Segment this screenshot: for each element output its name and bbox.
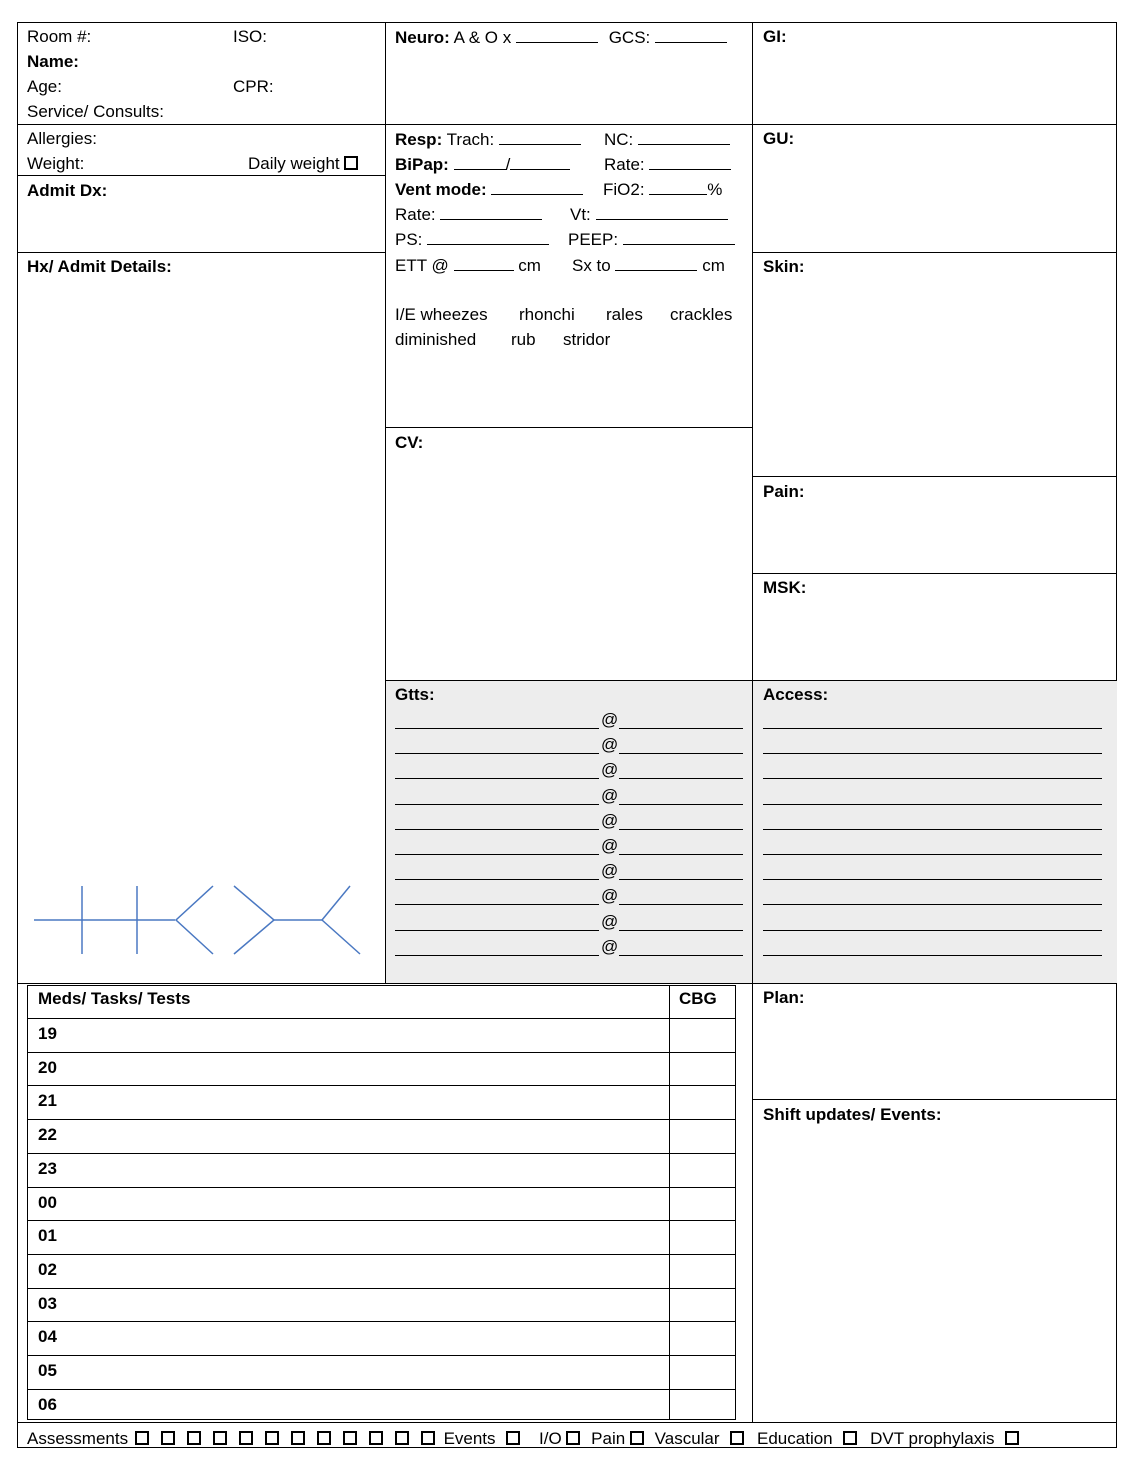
education-label: Education: [757, 1429, 833, 1448]
hour-label: 19: [38, 1024, 57, 1043]
assessment-checkbox[interactable]: [213, 1431, 227, 1445]
bipap-label: BiPap:: [395, 155, 449, 174]
access-line-field[interactable]: [763, 930, 1102, 931]
assessment-checkboxes: [133, 1429, 435, 1448]
table-row[interactable]: [27, 1355, 736, 1356]
divider: [385, 427, 752, 428]
divider: [752, 476, 1117, 477]
cv-label: CV:: [395, 433, 424, 452]
vt: [570, 205, 728, 223]
table-row[interactable]: [27, 1153, 736, 1154]
hour-label: 20: [38, 1057, 57, 1077]
col-divider-1: [385, 22, 386, 983]
fio2-percent: %: [707, 180, 723, 199]
table-row[interactable]: [27, 1389, 736, 1390]
divider: [17, 124, 385, 125]
divider: [752, 1099, 1117, 1100]
vent-rate: [395, 205, 542, 223]
assessment-checkbox[interactable]: [421, 1431, 435, 1445]
assessment-checkbox[interactable]: [317, 1431, 331, 1445]
pain-check-label: Pain: [591, 1429, 626, 1448]
hour-label: 02: [38, 1259, 57, 1279]
neuro-label: Neuro:: [395, 28, 450, 47]
gtts-at-sign: @: [601, 735, 619, 755]
weight-label: Weight:: [27, 154, 85, 173]
gtts-drug-field[interactable]: [395, 930, 599, 931]
gtts-at-sign: @: [601, 861, 619, 881]
gtts-drug-field[interactable]: [395, 804, 599, 805]
meds-header: Meds/ Tasks/ Tests: [38, 989, 191, 1008]
gtts-drug-field[interactable]: [395, 879, 599, 880]
age-label: Age:: [27, 77, 62, 96]
gtts-drug-field[interactable]: [395, 955, 599, 956]
divider: [17, 983, 1117, 984]
bipap-rate: [604, 155, 731, 173]
gtts-drug-field[interactable]: [395, 778, 599, 779]
gtts-rate-field[interactable]: [619, 829, 743, 830]
vt-field[interactable]: [596, 205, 728, 220]
peep: [568, 230, 735, 248]
io-checkbox[interactable]: [566, 1431, 580, 1445]
trach-field[interactable]: [499, 130, 581, 145]
footer-checklist: [27, 1430, 1019, 1447]
iso-label: ISO:: [233, 27, 268, 46]
hour-label: 03: [38, 1293, 57, 1313]
gtts-drug-field[interactable]: [395, 753, 599, 754]
divider: [17, 175, 385, 176]
breath-sound-rub[interactable]: rub: [511, 330, 536, 349]
io-label: I/O: [539, 1429, 562, 1448]
education-checkbox[interactable]: [843, 1431, 857, 1445]
table-row[interactable]: [27, 1187, 736, 1188]
ett: [395, 256, 541, 274]
vascular-checkbox[interactable]: [730, 1431, 744, 1445]
vent-rate-field[interactable]: [440, 205, 542, 220]
name-label: Name:: [27, 52, 79, 71]
resp-label: Resp:: [395, 130, 443, 149]
msk-label: MSK:: [763, 578, 807, 597]
cbg-header: CBG: [679, 989, 717, 1008]
daily-weight-checkbox[interactable]: [344, 156, 358, 170]
gtts-rate-field[interactable]: [619, 804, 743, 805]
lab-fishbone-diagram: [30, 880, 370, 960]
table-row[interactable]: [27, 1220, 736, 1221]
divider: [752, 252, 1117, 253]
sx: [572, 256, 725, 274]
divider: [385, 124, 752, 125]
breath-sound-stridor[interactable]: stridor: [563, 330, 611, 349]
hour-label: 05: [38, 1361, 57, 1380]
assessment-checkbox[interactable]: [343, 1431, 357, 1445]
ps-label: PS:: [395, 230, 423, 249]
table-row[interactable]: [27, 1254, 736, 1255]
gtts-shade: [385, 681, 752, 983]
nc-label: NC:: [604, 130, 634, 149]
fio2-field[interactable]: [649, 180, 707, 195]
fio2: [603, 180, 722, 198]
gtts-at-sign: @: [601, 911, 619, 931]
cpr-label: CPR:: [233, 77, 274, 96]
resp-row-1: [395, 130, 581, 148]
gtts-at-sign: @: [601, 760, 619, 780]
gtts-drug-field[interactable]: [395, 904, 599, 905]
gtts-rate-field[interactable]: [619, 778, 743, 779]
daily-weight-label: Daily weight: [248, 154, 340, 173]
gtts-rate-field[interactable]: [619, 753, 743, 754]
vent-mode-label: Vent mode:: [395, 180, 487, 199]
allergies-label: Allergies:: [27, 129, 97, 148]
resp-row-3: [395, 180, 583, 198]
hour-label: 06: [38, 1394, 57, 1414]
sx-cm: cm: [702, 256, 725, 275]
sx-label: Sx to: [572, 256, 611, 275]
plan-label: Plan:: [763, 988, 805, 1007]
bipap-slash: /: [505, 155, 511, 174]
gu-label: GU:: [763, 129, 795, 148]
dvt-checkbox[interactable]: [1005, 1431, 1019, 1445]
gtts-rate-field[interactable]: [619, 854, 743, 855]
room-label: Room #:: [27, 27, 92, 46]
peep-field[interactable]: [623, 230, 735, 245]
hx-label: Hx/ Admit Details:: [27, 257, 172, 276]
events-label: Events: [443, 1429, 496, 1448]
aox-field[interactable]: [516, 28, 598, 43]
gcs-field[interactable]: [655, 28, 727, 43]
access-line-field[interactable]: [763, 804, 1102, 805]
pain-label: Pain:: [763, 482, 805, 501]
gtts-rate-field[interactable]: [619, 904, 743, 905]
assessment-checkbox[interactable]: [161, 1431, 175, 1445]
access-line-field[interactable]: [763, 728, 1102, 729]
gtts-at-sign: @: [601, 886, 619, 906]
col-divider-2: [752, 22, 753, 1423]
access-line-field[interactable]: [763, 955, 1102, 956]
divider: [752, 124, 1117, 125]
breath-sound-ie-wheezes[interactable]: I/E wheezes: [395, 305, 488, 324]
gtts-at-sign: @: [601, 710, 619, 729]
gtts-rate-field[interactable]: [619, 930, 743, 931]
pain-checkbox[interactable]: [630, 1431, 644, 1445]
gtts-drug-field[interactable]: [395, 829, 599, 830]
divider: [752, 680, 1117, 681]
breath-sound-crackles[interactable]: crackles: [670, 305, 733, 324]
table-row[interactable]: [27, 1119, 736, 1120]
assessment-checkbox[interactable]: [265, 1431, 279, 1445]
access-line-field[interactable]: [763, 879, 1102, 880]
skin-label: Skin:: [763, 257, 805, 276]
nc: [604, 130, 730, 148]
aox-label: A & O x: [453, 28, 512, 47]
access-line-field[interactable]: [763, 829, 1102, 830]
hour-label: 22: [38, 1125, 57, 1145]
gtts-rate-field[interactable]: [619, 728, 743, 729]
table-row[interactable]: [27, 1321, 736, 1322]
neuro-row: [395, 28, 727, 46]
hour-label: 00: [38, 1192, 57, 1212]
breath-sound-diminished[interactable]: diminished: [395, 330, 477, 349]
gtts-rate-field[interactable]: [619, 955, 743, 956]
ett-label: ETT @: [395, 256, 449, 275]
table-row[interactable]: [27, 1288, 736, 1289]
bipap-rate-field[interactable]: [649, 155, 731, 170]
bipap-rate-label: Rate:: [604, 155, 645, 174]
gtts-drug-field[interactable]: [395, 728, 599, 729]
fio2-label: FiO2:: [603, 180, 645, 199]
divider: [752, 573, 1117, 574]
hour-label: 01: [38, 1226, 57, 1246]
gtts-at-sign: @: [601, 785, 619, 805]
access-line-field[interactable]: [763, 753, 1102, 754]
vent-rate-label: Rate:: [395, 205, 436, 224]
table-row[interactable]: [27, 1085, 736, 1086]
dvt-label: DVT prophylaxis: [870, 1429, 995, 1448]
bipap-epap-field[interactable]: [510, 155, 570, 170]
resp-row-2: [395, 155, 570, 173]
breath-sound-rhonchi[interactable]: rhonchi: [519, 305, 575, 324]
assessment-checkbox[interactable]: [395, 1431, 409, 1445]
gi-label: GI:: [763, 27, 787, 46]
assessment-checkbox[interactable]: [291, 1431, 305, 1445]
table-row[interactable]: [27, 1018, 736, 1019]
assessment-checkbox[interactable]: [239, 1431, 253, 1445]
assessment-checkbox[interactable]: [369, 1431, 383, 1445]
table-row[interactable]: [27, 1052, 736, 1053]
gtts-at-sign: @: [601, 836, 619, 855]
access-label: Access:: [763, 685, 829, 704]
breath-sound-rales[interactable]: rales: [606, 305, 643, 324]
vascular-label: Vascular: [654, 1429, 720, 1448]
vent-mode-field[interactable]: [491, 180, 583, 195]
ps-field[interactable]: [427, 230, 549, 245]
trach-label: Trach:: [446, 130, 495, 149]
peep-label: PEEP:: [568, 230, 619, 249]
hour-label: 21: [38, 1091, 57, 1111]
gtts-drug-field[interactable]: [395, 854, 599, 855]
vt-label: Vt:: [570, 205, 591, 224]
hour-label: 04: [38, 1327, 57, 1347]
gcs-label: GCS:: [608, 28, 651, 47]
access-shade: [753, 681, 1117, 983]
access-line-field[interactable]: [763, 854, 1102, 855]
admit-dx-label: Admit Dx:: [27, 181, 108, 200]
access-line-field[interactable]: [763, 904, 1102, 905]
daily-weight: [248, 155, 358, 172]
access-line-field[interactable]: [763, 778, 1102, 779]
shift-updates-label: Shift updates/ Events:: [763, 1105, 942, 1124]
ps: [395, 230, 549, 248]
service-label: Service/ Consults:: [27, 102, 164, 121]
sx-field[interactable]: [615, 256, 697, 271]
assessment-checkbox[interactable]: [187, 1431, 201, 1445]
gtts-label: Gtts:: [395, 685, 435, 704]
bipap-ipap-field[interactable]: [454, 155, 506, 170]
gtts-rate-field[interactable]: [619, 879, 743, 880]
divider: [17, 1422, 1117, 1423]
divider: [17, 252, 385, 253]
nc-field[interactable]: [638, 130, 730, 145]
assessment-checkbox[interactable]: [135, 1431, 149, 1445]
gtts-at-sign: @: [601, 810, 619, 830]
ett-field[interactable]: [454, 256, 514, 271]
gtts-at-sign: @: [601, 936, 619, 956]
assessments-label: Assessments: [27, 1429, 129, 1448]
hour-label: 23: [38, 1158, 57, 1178]
events-checkbox[interactable]: [506, 1431, 520, 1445]
divider: [385, 680, 752, 681]
ett-cm: cm: [518, 256, 541, 275]
